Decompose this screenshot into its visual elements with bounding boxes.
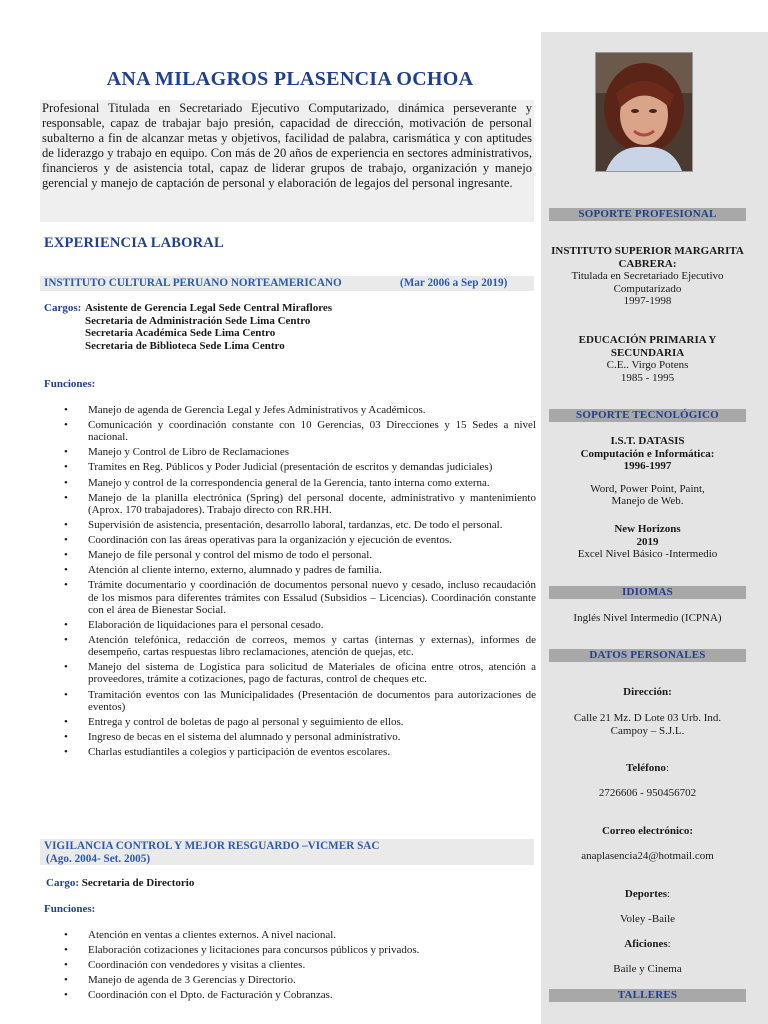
list-item: • Manejo de agenda de 3 Gerencias y Directorio. bbox=[42, 974, 536, 986]
list-item: • Elaboración cotizaciones y licitaciones para concursos públicos y privados. bbox=[42, 944, 536, 956]
cargo-item: Secretaria de Biblioteca Sede Lima Centro bbox=[85, 339, 285, 352]
profile-summary: Profesional Titulada en Secretariado Ejecutivo Computarizado, dinámica perseverante y responsable, capaz de trabajar bajo presión, capacidad de dirección, motivación de personal subalterno a fin de alcanzar metas y objetivos, facilidad de palabra, carismática y con aptitudes de liderazgo y trabajo en equipo. Con más de 20 años de experiencia en sectores administrativos, financieros y de asistencia total, capaz de liderar grupos de trabajo, organización y manejo gerencial y manejo de captación de personal y elaboración de legajos del personal ingresante. bbox=[40, 100, 534, 222]
list-item: • Manejo y control de la correspondencia general de la Gerencia, tanto interna como externa. bbox=[42, 477, 536, 489]
edu2-block bbox=[549, 334, 746, 384]
deportes-value: Voley -Baile bbox=[619, 913, 676, 925]
candidate-name: ANA MILAGROS PLASENCIA OCHOA bbox=[106, 68, 474, 90]
list-item: • Atención telefónica, redacción de correos, memos y cartas (internas y externas), informes de desempeño, cartas respuestas libro reclamaciones, atención de quejas, etc. bbox=[42, 634, 536, 658]
list-item: • Coordinación con vendedores y visitas a clientes. bbox=[42, 959, 536, 971]
tech1-years: 1996-1997 bbox=[623, 460, 672, 472]
tech1-detail: Word, Power Point, Paint, Manejo de Web. bbox=[590, 482, 705, 507]
portrait-image bbox=[596, 53, 692, 171]
edu1-detail: Titulada en Secretariado Ejecutivo Computarizado bbox=[571, 270, 724, 295]
list-item: • Manejo de file personal y control del mismo de todo el personal. bbox=[42, 549, 536, 561]
job1-header bbox=[40, 276, 534, 291]
aficiones-label: Aficiones: bbox=[624, 938, 671, 950]
list-item: • Atención en ventas a clientes externos. A nivel nacional. bbox=[42, 929, 536, 941]
list-item: • Manejo y Control de Libro de Reclamaciones bbox=[42, 446, 536, 458]
tech2-title: New Horizons bbox=[614, 523, 681, 535]
list-item: • Tramitación eventos con las Municipalidades (Presentación de documentos para autorizaciones de eventos) bbox=[42, 689, 536, 713]
list-item: • Manejo de agenda de Gerencia Legal y Jefes Administrativos y Académicos. bbox=[42, 404, 536, 416]
experience-heading: EXPERIENCIA LABORAL bbox=[44, 235, 224, 251]
aficiones-value: Baile y Cinema bbox=[613, 963, 682, 975]
cargo-item: Secretaria Académica Sede Lima Centro bbox=[85, 327, 276, 339]
section-soporte-profesional: SOPORTE PROFESIONAL bbox=[549, 208, 746, 221]
tech1-title: I.S.T. DATASIS bbox=[610, 435, 685, 447]
tech2-block bbox=[549, 523, 746, 561]
job1-org: INSTITUTO CULTURAL PERUANO NORTEAMERICANO bbox=[44, 277, 342, 289]
list-item: • Coordinación con las áreas operativas para la organización y ejecución de eventos. bbox=[42, 534, 536, 546]
list-item: • Manejo del sistema de Logística para solicitud de Materiales de oficina entre otros, atención a proveedores, trámite a cotizaciones, pago de facturas, control de cheques etc. bbox=[42, 661, 536, 685]
edu1-title: INSTITUTO SUPERIOR MARGARITA CABRERA: bbox=[551, 245, 744, 270]
job1-cargos bbox=[44, 302, 332, 352]
telefono-label: Teléfono: bbox=[626, 762, 669, 774]
job2-header bbox=[40, 839, 534, 865]
job2-funciones-list bbox=[42, 929, 536, 1004]
job2-org: VIGILANCIA CONTROL Y MEJOR RESGUARDO –VICMER SAC bbox=[44, 840, 380, 852]
deportes-label: Deportes: bbox=[624, 888, 671, 900]
list-item: • Comunicación y coordinación constante con 10 Gerencias, 03 Direcciones y 15 Sedes a nivel nacional. bbox=[42, 419, 536, 443]
edu2-title: EDUCACIÓN PRIMARIA Y SECUNDARIA bbox=[578, 334, 717, 359]
cargo-item: Asistente de Gerencia Legal Sede Central Miraflores bbox=[85, 302, 333, 314]
job1-funciones-label: Funciones: bbox=[44, 378, 96, 390]
list-item: • Coordinación con el Dpto. de Facturación y Cobranzas. bbox=[42, 989, 536, 1001]
edu1-block bbox=[549, 245, 746, 308]
list-item: • Atención al cliente interno, externo, alumnado y padres de familia. bbox=[42, 564, 536, 576]
list-item: • Charlas estudiantiles a colegios y participación de eventos escolares. bbox=[42, 746, 536, 758]
edu2-detail: C.E.. Virgo Potens bbox=[606, 359, 689, 371]
section-datos-personales: DATOS PERSONALES bbox=[549, 649, 746, 662]
idiomas-detail: Inglés Nivel Intermedio (ICPNA) bbox=[573, 612, 722, 624]
section-talleres: TALLERES bbox=[549, 989, 746, 1002]
correo-label: Correo electrónico: bbox=[601, 825, 694, 837]
list-item: • Entrega y control de boletas de pago al personal y seguimiento de ellos. bbox=[42, 716, 536, 728]
list-item: • Manejo de la planilla electrónica (Spring) del personal docente, administrativo y mantenimiento (Aprox. 170 trabajadores). Trabajo directo con RR.HH. bbox=[42, 492, 536, 516]
tech2-year: 2019 bbox=[636, 535, 659, 548]
cargo-item: Secretaria de Administración Sede Lima Centro bbox=[85, 314, 311, 327]
section-soporte-tecnologico: SOPORTE TECNOLÓGICO bbox=[549, 409, 746, 422]
profile-photo bbox=[595, 52, 693, 172]
tech2-detail: Excel Nivel Básico -Intermedio bbox=[577, 548, 718, 560]
tech1-sub: Computación e Informática: bbox=[580, 447, 715, 460]
list-item: • Supervisión de asistencia, presentación, desarrollo laboral, tardanzas, etc. De todo el personal. bbox=[42, 519, 536, 531]
edu1-years: 1997-1998 bbox=[623, 295, 672, 307]
cargo-label: Cargo: bbox=[46, 877, 79, 889]
direccion-label: Dirección: bbox=[623, 686, 672, 698]
job2-cargo bbox=[46, 877, 194, 889]
direccion-value: Calle 21 Mz. D Lote 03 Urb. Ind. Campoy – S.J.L. bbox=[573, 712, 722, 737]
edu2-years: 1985 - 1995 bbox=[620, 371, 675, 384]
list-item: • Elaboración de liquidaciones para el personal cesado. bbox=[42, 619, 536, 631]
section-idiomas: IDIOMAS bbox=[549, 586, 746, 599]
job2-funciones-label: Funciones: bbox=[44, 903, 96, 915]
job1-dates: (Mar 2006 a Sep 2019) bbox=[400, 277, 508, 289]
list-item: • Ingreso de becas en el sistema del alumnado y personal administrativo. bbox=[42, 731, 536, 743]
list-item: • Trámite documentario y coordinación de documentos personal nuevo y cesado, incluso recaudación de los mismos para diferentes trámites con Essalud (Subsidios – Licencias). Coordinación constante con el área de Bienestar Social. bbox=[42, 579, 536, 616]
job2-dates: (Ago. 2004- Set. 2005) bbox=[46, 852, 151, 865]
list-item: • Tramites en Reg. Públicos y Poder Judicial (presentación de escritos y demandas judiciales) bbox=[42, 461, 536, 473]
cargos-label: Cargos: bbox=[44, 302, 82, 314]
telefono-value: 2726606 - 950456702 bbox=[598, 787, 697, 799]
job1-funciones-list bbox=[42, 404, 536, 761]
correo-value: anaplasencia24@hotmail.com bbox=[581, 850, 714, 862]
tech1-block bbox=[549, 435, 746, 508]
cargo-value: Secretaria de Directorio bbox=[81, 877, 195, 889]
